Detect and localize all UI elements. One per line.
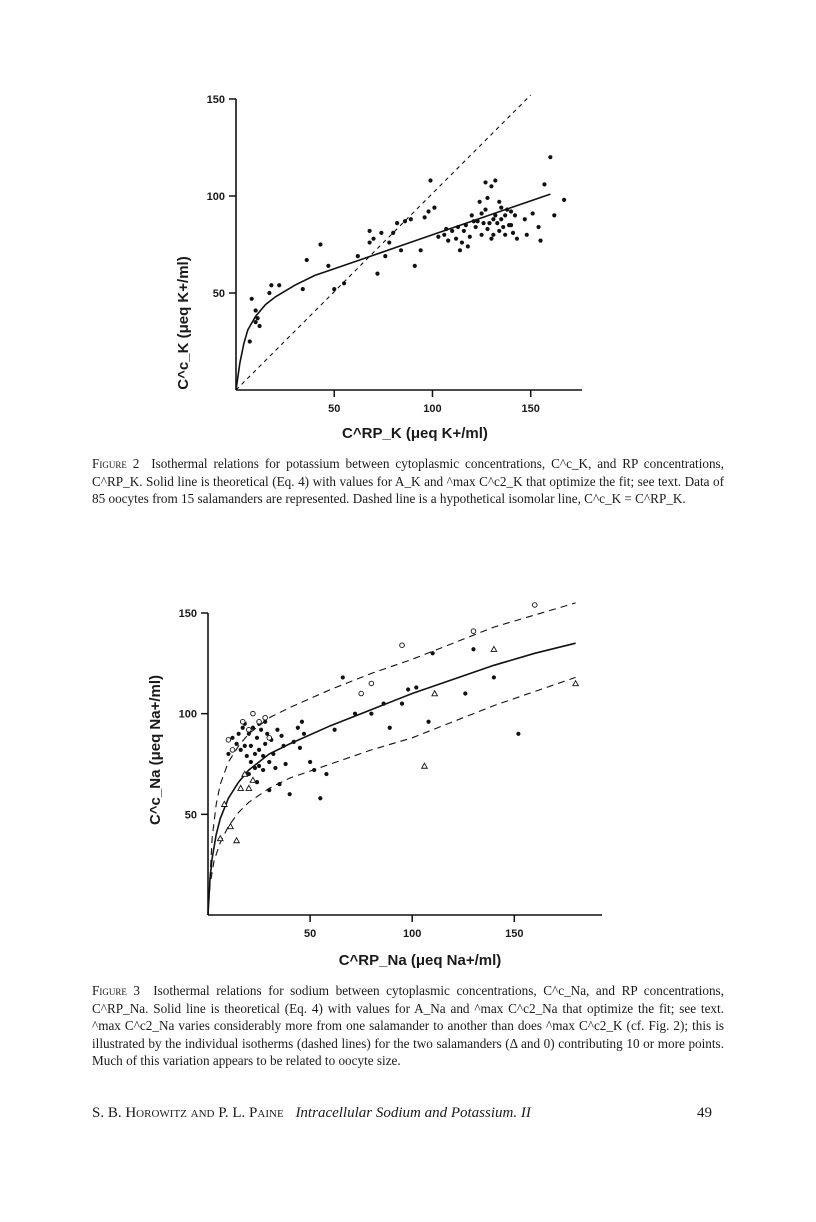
data-point	[253, 766, 257, 770]
data-point	[261, 768, 265, 772]
figure-2-lines	[236, 95, 550, 390]
data-point	[241, 726, 245, 730]
data-point	[497, 229, 501, 233]
footer-title: Intracellular Sodium and Potassium. II	[295, 1105, 531, 1121]
data-point	[491, 217, 495, 221]
data-point	[387, 240, 391, 244]
data-point	[531, 211, 535, 215]
figure-2-points	[248, 155, 567, 344]
y-tick-label: 150	[178, 608, 197, 620]
dashed-line	[236, 95, 531, 390]
data-point	[406, 687, 410, 691]
figure-3-lines	[208, 603, 576, 915]
data-point	[464, 223, 468, 227]
data-point	[281, 744, 285, 748]
x-tick-label: 50	[328, 403, 341, 415]
figure-2-caption-label: Figure 2	[92, 456, 140, 471]
data-point	[257, 324, 261, 328]
footer-authors: S. B. Horowitz and P. L. Paine	[92, 1105, 284, 1121]
data-point	[239, 748, 243, 752]
figure-2-axes	[207, 94, 582, 415]
data-point	[497, 200, 501, 204]
data-point	[342, 281, 346, 285]
data-point-open-circle	[240, 719, 245, 724]
figure-3-chart	[130, 600, 610, 975]
data-point	[383, 254, 387, 258]
data-point	[254, 320, 258, 324]
data-point	[382, 702, 386, 706]
theoretical-curve	[208, 643, 576, 915]
data-point	[403, 219, 407, 223]
data-point-open-circle	[230, 748, 235, 753]
figure-3-axes	[179, 608, 602, 940]
x-tick-label: 150	[521, 403, 540, 415]
data-point	[485, 227, 489, 231]
data-point	[296, 726, 300, 730]
data-point	[312, 768, 316, 772]
data-point	[431, 651, 435, 655]
data-point-open-circle	[251, 711, 256, 716]
x-tick-label: 100	[403, 928, 422, 940]
data-point	[369, 712, 373, 716]
dashed-line	[208, 677, 576, 915]
data-point	[279, 734, 283, 738]
data-point	[476, 219, 480, 223]
data-point	[234, 742, 238, 746]
y-tick-label: 50	[184, 809, 197, 822]
data-point	[298, 746, 302, 750]
data-point-triangle	[422, 763, 428, 768]
data-point	[277, 782, 281, 786]
figure-3-caption-label: Figure 3	[92, 983, 141, 998]
figure-2-caption-text: Isothermal relations for potassium between cytoplasmic concentrations, C^c_K, and RP concentrations, C^RP_K. Solid line is theoretical (Eq. 4) with values for A_K and ^max C^c2_K that optimize the fit; see text. Data of 85 oocytes from 15 salamanders are represented. Dashed line is a hypothetical isomolar line, C^c_K = C^RP_K.	[92, 456, 724, 506]
data-point	[395, 221, 399, 225]
data-point-open-circle	[359, 691, 364, 696]
y-tick-label: 100	[206, 191, 225, 203]
data-point	[538, 239, 542, 243]
data-point	[523, 217, 527, 221]
data-point	[292, 740, 296, 744]
data-point	[308, 760, 312, 764]
data-point	[414, 685, 418, 689]
data-point	[326, 264, 330, 268]
data-point	[450, 229, 454, 233]
data-point	[256, 316, 260, 320]
data-point	[409, 217, 413, 221]
figure-2-ylabel: C^c_K (μeq K+/ml)	[175, 256, 192, 390]
data-point-triangle	[491, 646, 497, 651]
page-number: 49	[697, 1105, 712, 1121]
data-point	[446, 239, 450, 243]
data-point	[479, 233, 483, 237]
data-point	[428, 178, 432, 182]
data-point	[423, 215, 427, 219]
running-footer	[92, 1105, 712, 1122]
data-point	[267, 788, 271, 792]
data-point	[257, 764, 261, 768]
data-point	[263, 742, 267, 746]
data-point	[516, 732, 520, 736]
data-point-open-circle	[263, 715, 268, 720]
data-point	[499, 217, 503, 221]
data-point-open-circle	[267, 736, 272, 741]
data-point	[536, 225, 540, 229]
data-point	[419, 248, 423, 252]
data-point	[388, 726, 392, 730]
data-point	[426, 209, 430, 213]
data-point	[413, 264, 417, 268]
data-point	[254, 308, 258, 312]
figure-2-xlabel: C^RP_K (μeq K+/ml)	[342, 425, 488, 442]
data-point	[511, 231, 515, 235]
data-point	[509, 223, 513, 227]
figure-3-points	[217, 603, 578, 843]
data-point	[273, 766, 277, 770]
data-point	[261, 754, 265, 758]
data-point	[301, 287, 305, 291]
data-point	[245, 754, 249, 758]
data-point	[379, 231, 383, 235]
data-point-triangle	[238, 785, 244, 790]
data-point	[275, 728, 279, 732]
data-point	[318, 796, 322, 800]
data-point	[466, 244, 470, 248]
data-point	[436, 235, 440, 239]
data-point-triangle	[250, 777, 256, 782]
data-point	[501, 225, 505, 229]
data-point	[478, 200, 482, 204]
data-point	[426, 720, 430, 724]
data-point	[399, 248, 403, 252]
data-point	[542, 182, 546, 186]
data-point	[462, 229, 466, 233]
data-point	[277, 283, 281, 287]
data-point	[444, 227, 448, 231]
data-point-open-circle	[369, 681, 374, 686]
data-point	[458, 248, 462, 252]
data-point	[454, 237, 458, 241]
data-point-open-circle	[532, 603, 537, 608]
data-point	[489, 184, 493, 188]
data-point-triangle	[573, 681, 579, 686]
data-point	[505, 207, 509, 211]
data-point	[305, 258, 309, 262]
figure-3-ylabel: C^c_Na (μeq Na+/ml)	[147, 674, 164, 826]
data-point	[515, 237, 519, 241]
data-point	[552, 213, 556, 217]
data-point	[332, 287, 336, 291]
figure-2-chart	[150, 85, 600, 445]
data-point	[243, 744, 247, 748]
data-point	[368, 240, 372, 244]
data-point	[250, 297, 254, 301]
figure-3-caption	[92, 982, 724, 1070]
data-point	[481, 221, 485, 225]
data-point	[226, 752, 230, 756]
data-point	[456, 225, 460, 229]
data-point	[432, 206, 436, 210]
data-point	[513, 213, 517, 217]
data-point	[288, 792, 292, 796]
data-point-open-circle	[471, 629, 476, 634]
x-tick-label: 50	[303, 928, 317, 940]
data-point-open-circle	[400, 643, 405, 648]
y-tick-label: 150	[206, 94, 225, 106]
data-point	[249, 760, 253, 764]
data-point	[300, 720, 304, 724]
data-point	[492, 675, 496, 679]
data-point	[499, 206, 503, 210]
data-point	[470, 213, 474, 217]
data-point	[259, 728, 263, 732]
data-point	[255, 736, 259, 740]
data-point-open-circle	[247, 727, 252, 732]
data-point	[493, 178, 497, 182]
data-point	[324, 772, 328, 776]
data-point	[302, 732, 306, 736]
data-point-triangle	[228, 824, 234, 829]
data-point	[267, 760, 271, 764]
y-tick-label: 100	[178, 708, 197, 721]
data-point	[489, 237, 493, 241]
data-point-open-circle	[257, 719, 262, 724]
figure-3-caption-text: Isothermal relations for sodium between cytoplasmic concentrations, C^c_Na, and RP concentrations, C^RP_Na. Solid line is theoretical (Eq. 4) with values for A_Na and ^max C^c2_Na that optimize the fit; see text. ^max C^c2_Na varies considerably more from one salamander to another than does ^max C^c2_K (cf. Fig. 2); this is illustrated by the individual isotherms (dashed lines) for the two salamanders (Δ and 0) contributing 10 or more points. Much of this variation appears to be related to oocyte size.	[92, 983, 724, 1068]
data-point	[356, 254, 360, 258]
data-point	[391, 231, 395, 235]
data-point	[472, 219, 476, 223]
data-point	[269, 283, 273, 287]
data-point	[353, 712, 357, 716]
data-point	[375, 272, 379, 276]
data-point	[442, 233, 446, 237]
data-point	[487, 221, 491, 225]
data-point	[474, 225, 478, 229]
data-point	[503, 213, 507, 217]
data-point	[493, 213, 497, 217]
data-point	[253, 752, 257, 756]
data-point	[471, 647, 475, 651]
data-point	[479, 211, 483, 215]
data-point	[248, 339, 252, 343]
data-point	[460, 240, 464, 244]
data-point	[562, 198, 566, 202]
data-point	[267, 291, 271, 295]
y-tick-label: 50	[212, 288, 225, 300]
data-point	[495, 221, 499, 225]
data-point	[503, 233, 507, 237]
data-point	[400, 702, 404, 706]
data-point	[548, 155, 552, 159]
data-point-triangle	[246, 785, 252, 790]
data-point	[463, 691, 467, 695]
data-point	[237, 732, 241, 736]
data-point	[257, 748, 261, 752]
data-point	[509, 209, 513, 213]
data-point	[491, 233, 495, 237]
data-point	[249, 744, 253, 748]
data-point	[468, 235, 472, 239]
data-point	[483, 180, 487, 184]
theoretical-curve	[236, 194, 550, 390]
data-point-triangle	[234, 838, 240, 843]
data-point	[525, 233, 529, 237]
data-point	[284, 762, 288, 766]
x-tick-label: 100	[423, 403, 442, 415]
data-point	[368, 229, 372, 233]
data-point	[271, 752, 275, 756]
x-tick-label: 150	[505, 928, 524, 940]
data-point	[333, 728, 337, 732]
data-point	[341, 675, 345, 679]
data-point	[485, 196, 489, 200]
data-point	[318, 242, 322, 246]
data-point	[483, 207, 487, 211]
figure-3-xlabel: C^RP_Na (μeq Na+/ml)	[338, 952, 502, 969]
figure-2-caption	[92, 455, 724, 508]
data-point-triangle	[432, 691, 438, 696]
data-point	[371, 237, 375, 241]
data-point-open-circle	[226, 738, 231, 743]
